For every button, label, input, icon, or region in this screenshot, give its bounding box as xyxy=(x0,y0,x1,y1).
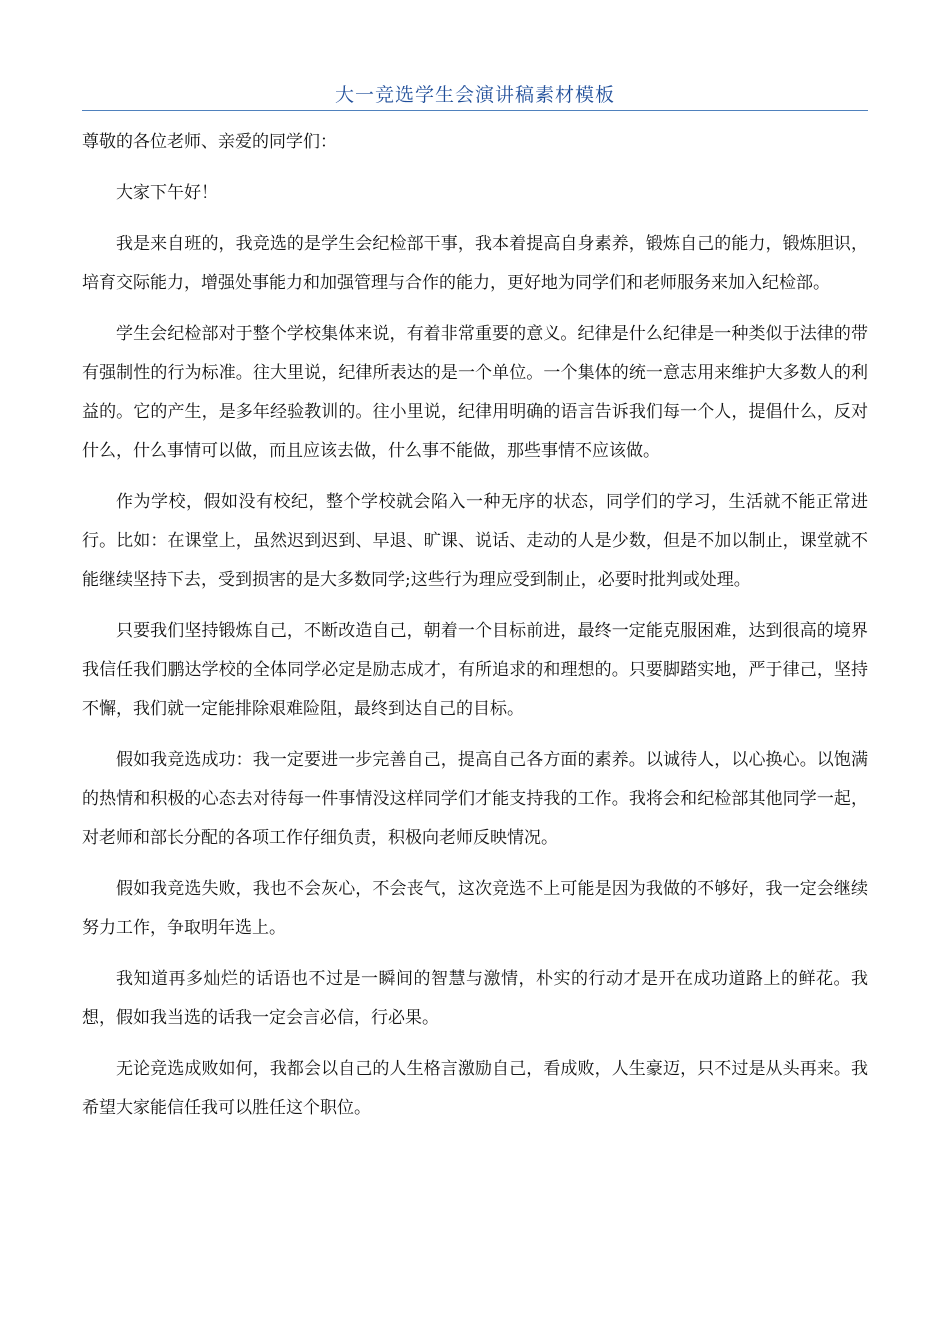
page-header xyxy=(82,78,868,111)
paragraph-if-elected: 假如我竞选成功：我一定要进一步完善自己，提高自己各方面的素养。以诚待人，以心换心。以饱满的热情和积极的心态去对待每一件事情没这样同学们才能支持我的工作。我将会和纪检部其他同学一起，对老师和部长分配的各项工作仔细负责，积极向老师反映情况。 xyxy=(82,750,868,848)
salutation: 尊敬的各位老师、亲爱的同学们： xyxy=(82,132,337,152)
paragraph-promise: 我知道再多灿烂的话语也不过是一瞬间的智慧与激情，朴实的行动才是开在成功道路上的鲜花。我想，假如我当选的话我一定会言必信，行必果。 xyxy=(82,969,868,1028)
paragraph-greeting: 大家下午好！ xyxy=(116,183,218,203)
paragraph-discipline-meaning: 学生会纪检部对于整个学校集体来说，有着非常重要的意义。纪律是什么纪律是一种类似于法律的带有强制性的行为标准。往大里说，纪律所表达的是一个单位。一个集体的统一意志用来维护大多数人的利益的。它的产生，是多年经验教训的。往小里说，纪律用明确的语言告诉我们每一个人，提倡什么，反对什么，什么事情可以做，而且应该去做，什么事不能做，那些事情不应该做。 xyxy=(82,324,868,461)
page-title: 大一竞选学生会演讲稿素材模板 xyxy=(334,84,615,106)
document-body xyxy=(82,123,868,1140)
paragraph-closing: 无论竞选成败如何，我都会以自己的人生格言激励自己，看成败，人生豪迈，只不过是从头再来。我希望大家能信任我可以胜任这个职位。 xyxy=(82,1059,868,1118)
paragraph-if-not-elected: 假如我竞选失败，我也不会灰心，不会丧气，这次竞选不上可能是因为我做的不够好，我一定会继续努力工作，争取明年选上。 xyxy=(82,879,868,938)
paragraph-school-rules: 作为学校，假如没有校纪，整个学校就会陷入一种无序的状态，同学们的学习，生活就不能正常进行。比如：在课堂上，虽然迟到迟到、早退、旷课、说话、走动的人是少数，但是不加以制止，课堂就不能继续坚持下去，受到损害的是大多数同学;这些行为理应受到制止，必要时批判或处理。 xyxy=(82,492,868,590)
paragraph-introduction: 我是来自班的，我竞选的是学生会纪检部干事，我本着提高自身素养，锻炼自己的能力，锻炼胆识，培育交际能力，增强处事能力和加强管理与合作的能力，更好地为同学们和老师服务来加入纪检部。 xyxy=(82,234,868,293)
paragraph-self-improvement: 只要我们坚持锻炼自己，不断改造自己，朝着一个目标前进，最终一定能克服困难，达到很高的境界我信任我们鹏达学校的全体同学必定是励志成才，有所追求的和理想的。只要脚踏实地，严于律己，坚持不懈，我们就一定能排除艰难险阻，最终到达自己的目标。 xyxy=(82,621,868,719)
